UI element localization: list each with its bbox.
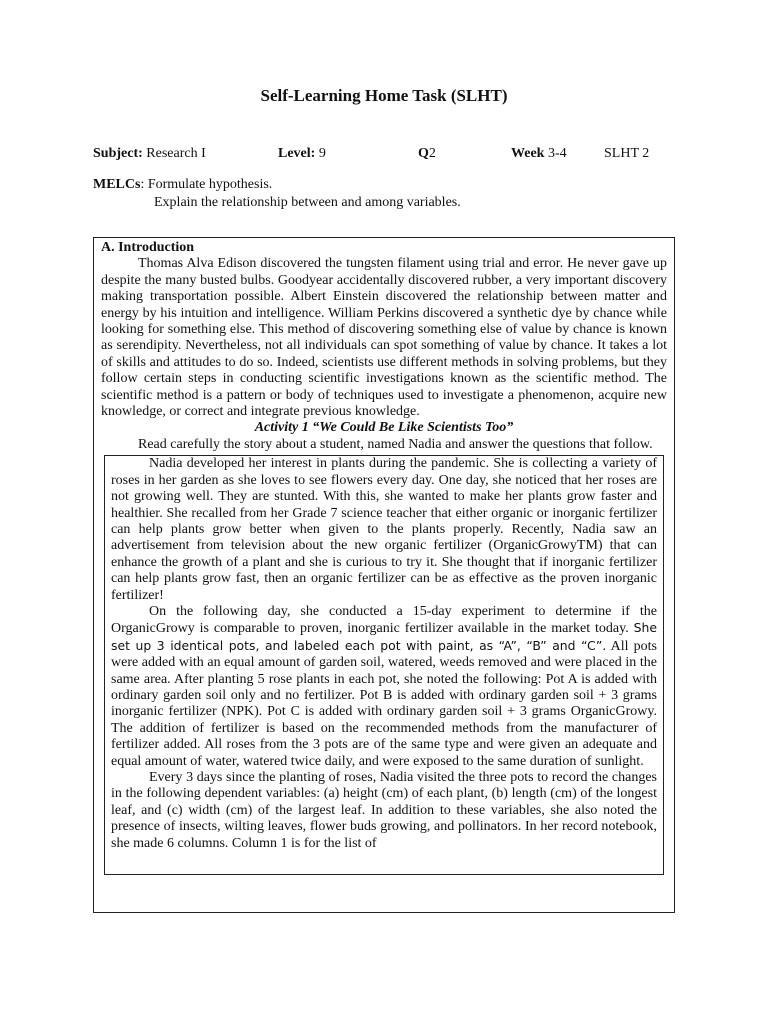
quarter-label: Q xyxy=(418,146,429,161)
story-paragraph-3: Every 3 days since the planting of roses, Nadia visited the three pots to record the changes in the following dependent variables: (a) height (cm) of each plant, (b) length (cm) of the longest leaf, and (c) width (cm) of the largest leaf. In addition to these variables, she also noted the presence of insects, wilting leaves, flower buds growing, and pollinators. In her record notebook, she made 6 columns. Column 1 is for the list of xyxy=(111,770,657,851)
level-value: 9 xyxy=(318,146,326,161)
week-field xyxy=(511,146,567,162)
melcs-line-1 xyxy=(93,176,461,194)
story-p2-highlight: She set up 3 identical pots, and labeled each pot with paint, as “A”, “B” and “C”. xyxy=(111,620,657,653)
content-box xyxy=(93,237,675,913)
activity-title: Activity 1 “We Could Be Like Scientists Too” xyxy=(254,420,514,436)
level-label: Level: xyxy=(278,146,316,161)
page-title: Self-Learning Home Task (SLHT) xyxy=(260,86,508,105)
story-p2-start: On the following day, she conducted a 15-day experiment to determine if the OrganicGrowy is comparable to proven, inorganic fertilizer available in the market today. xyxy=(111,603,657,637)
subject-label: Subject: xyxy=(93,146,143,161)
story-p2-end: All pots were added with an equal amount of garden soil, watered, weeds removed and were placed in the same area. After planting 5 rose plants in each pot, she noted the following: Pot A is added with ordinary garden soil only and no fertilizer. Pot B is added with ordinary garden soil + 3 grams inorganic fertilizer (NPK). Pot C is added with ordinary garden soil + 3 grams OrganicGrowy. The addition of fertilizer is based on the recommended methods from the manufacturer of fertilizer added. All roses from the 3 pots are of the same type and were given an adequate and equal amount of water, watered twice daily, and were exposed to the same duration of sunlight. xyxy=(111,638,657,769)
level-field xyxy=(278,146,326,162)
activity-instruction: Read carefully the story about a student, named Nadia and answer the questions that follow. xyxy=(138,436,653,452)
week-value: 3-4 xyxy=(547,146,567,161)
week-label: Week xyxy=(511,146,545,161)
story-box xyxy=(104,455,664,875)
quarter-field xyxy=(418,146,436,162)
meta-row xyxy=(93,146,693,164)
subject-field xyxy=(93,146,206,162)
subject-value: Research I xyxy=(146,146,206,161)
quarter-value: 2 xyxy=(428,146,436,161)
intro-paragraph: Thomas Alva Edison discovered the tungsten filament using trial and error. He never gave up despite the many busted bulbs. Goodyear accidentally discovered rubber, a very important discovery making transportation possible. Albert Einstein discovered the relationship between matter and energy by his intuition and intelligence. William Perkins discovered a synthetic dye by chance while looking for something else. This method of discovering something else of value by chance is known as serendipity. Nevertheless, not all individuals can spot something of value by chance. It takes a lot of skills and attitudes to do so. Indeed, scientists use different methods in solving problems, but they follow certain steps in conducting scientific investigations known as the scientific method. The scientific method is a pattern or body of techniques used to investigate a phenomenon, acquire new knowledge, or correct and integrate previous knowledge. xyxy=(101,256,667,420)
story-paragraph-1: Nadia developed her interest in plants during the pandemic. She is collecting a variety of roses in her garden as she loves to see flowers every day. One day, she noticed that her roses are not growing well. They are stunted. With this, she wanted to make her plants grow faster and healthier. She recalled from her Grade 7 science teacher that either organic or inorganic fertilizer can help plants grow better when given to the plants properly. Recently, Nadia saw an advertisement from television about the new organic fertilizer (OrganicGrowyTM) that can enhance the growth of a plant and she is curious to try it. She thought that if inorganic fertilizer can help plants grow fast, then an organic fertilizer can be as effective as the proven inorganic fertilizer! xyxy=(111,456,657,603)
slht-number: SLHT 2 xyxy=(604,146,650,161)
melcs-text-1: : Formulate hypothesis. xyxy=(140,177,273,192)
melcs-label: MELCs xyxy=(93,177,141,192)
melcs-block xyxy=(93,176,461,212)
section-heading: A. Introduction xyxy=(101,240,195,255)
story-paragraph-2 xyxy=(111,604,657,770)
melcs-text-2: Explain the relationship between and among variables. xyxy=(154,195,461,210)
